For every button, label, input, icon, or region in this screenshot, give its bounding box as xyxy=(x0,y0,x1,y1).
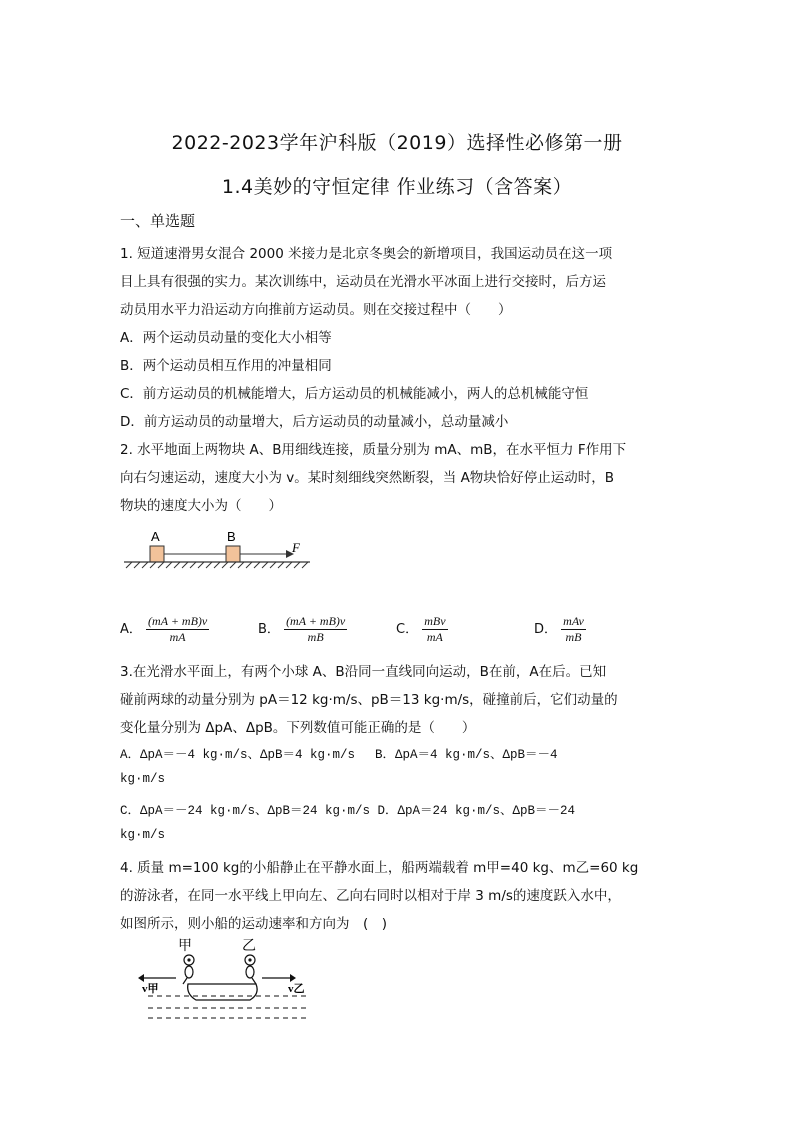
label-jia: 甲 xyxy=(178,938,192,954)
question-1-line-3: 动员用水平力沿运动方向推前方运动员。则在交接过程中（ ） xyxy=(120,302,512,318)
label-yi: 乙 xyxy=(242,938,256,954)
question-3-options-ab-cont: kg·m/s xyxy=(120,772,166,786)
question-1-line-2: 目上具有很强的实力。某次训练中，运动员在光滑水平冰面上进行交接时，后方运 xyxy=(120,274,606,290)
question-2-option-c xyxy=(396,614,448,645)
fraction xyxy=(284,614,347,645)
swimmer-jia-body xyxy=(185,966,193,978)
question-3-line-3: 变化量分别为 ΔpA、ΔpB。下列数值可能正确的是（ ） xyxy=(120,720,476,736)
question-1-option-c: C．前方运动员的机械能增大，后方运动员的机械能减小，两人的总机械能守恒 xyxy=(120,386,589,402)
denominator: mA xyxy=(426,630,443,644)
question-3-options-cd-cont: kg·m/s xyxy=(120,828,166,842)
document-title: 2022-2023学年沪科版（2019）选择性必修第一册 xyxy=(171,132,623,154)
question-4-line-3: 如图所示，则小船的运动速率和方向为 ( ) xyxy=(120,916,388,932)
question-1-option-d: D．前方运动员的动量增大，后方运动员的动量减小，总动量减小 xyxy=(120,414,509,430)
option-letter: C． xyxy=(396,622,419,637)
boat-figure xyxy=(138,934,318,1024)
numerator: mBv xyxy=(424,614,446,628)
numerator: (mA + mB)v xyxy=(148,614,208,628)
question-2-line-2: 向右匀速运动，速度大小为 v。某时刻细线突然断裂，当 A物块恰好停止运动时，B xyxy=(120,470,615,486)
ground-hatching xyxy=(126,562,308,568)
label-b: B xyxy=(227,529,236,544)
fraction xyxy=(146,614,209,645)
question-2-option-a xyxy=(120,614,209,645)
boat xyxy=(188,984,257,1000)
label-v-jia: v甲 xyxy=(142,983,159,995)
option-letter: A． xyxy=(120,622,142,637)
option-letter: B． xyxy=(258,622,280,637)
question-2-line-3: 物块的速度大小为（ ） xyxy=(120,498,282,514)
denominator: mB xyxy=(565,630,582,644)
question-4-line-1: 4. 质量 m=100 kg的小船静止在平静水面上，船两端载着 m甲=40 kg、m乙=60 kg xyxy=(120,860,639,876)
section-heading: 一、单选题 xyxy=(120,212,196,230)
option-letter: D． xyxy=(534,622,558,637)
question-2-option-d xyxy=(534,614,586,645)
fraction xyxy=(422,614,447,645)
label-a: A xyxy=(151,529,160,544)
label-f: F xyxy=(292,540,300,555)
block-b xyxy=(226,546,240,562)
question-3-options-cd: C．ΔpA＝－24 kg·m/s、ΔpB＝24 kg·m/s D．ΔpA＝24 kg·m/s、ΔpB＝－24 xyxy=(120,804,576,818)
question-3-line-1: 3.在光滑水平面上，有两个小球 A、B沿同一直线同向运动，B在前，A在后。已知 xyxy=(120,664,607,680)
numerator: mAv xyxy=(563,614,584,628)
fraction xyxy=(561,614,586,645)
denominator: mB xyxy=(307,630,324,644)
denominator: mA xyxy=(169,630,186,644)
swimmer-yi-body xyxy=(246,966,254,978)
question-1-line-1: 1. 短道速滑男女混合 2000 米接力是北京冬奥会的新增项目，我国运动员在这一项 xyxy=(120,246,613,262)
blocks-figure xyxy=(120,528,320,576)
question-3-line-2: 碰前两球的动量分别为 pA＝12 kg·m/s、pB＝13 kg·m/s，碰撞前后，它们动量的 xyxy=(120,692,618,708)
numerator: (mA + mB)v xyxy=(286,614,346,628)
label-v-yi: v乙 xyxy=(288,983,305,995)
question-3-options-ab: A．ΔpA＝－4 kg·m/s、ΔpB＝4 kg·m/s B．ΔpA＝4 kg·m/s、ΔpB＝－4 xyxy=(120,748,558,762)
question-2-line-1: 2. 水平地面上两物块 A、B用细线连接，质量分别为 mA、mB，在水平恒力 F作用下 xyxy=(120,442,627,458)
question-2-option-b xyxy=(258,614,347,645)
block-a xyxy=(150,546,164,562)
document-subtitle: 1.4美妙的守恒定律 作业练习（含答案） xyxy=(221,176,573,198)
question-1-option-a: A．两个运动员动量的变化大小相等 xyxy=(120,330,332,346)
question-1-option-b: B．两个运动员相互作用的冲量相同 xyxy=(120,358,332,374)
question-4-line-2: 的游泳者，在同一水平线上甲向左、乙向右同时以相对于岸 3 m/s的速度跃入水中， xyxy=(120,888,621,904)
